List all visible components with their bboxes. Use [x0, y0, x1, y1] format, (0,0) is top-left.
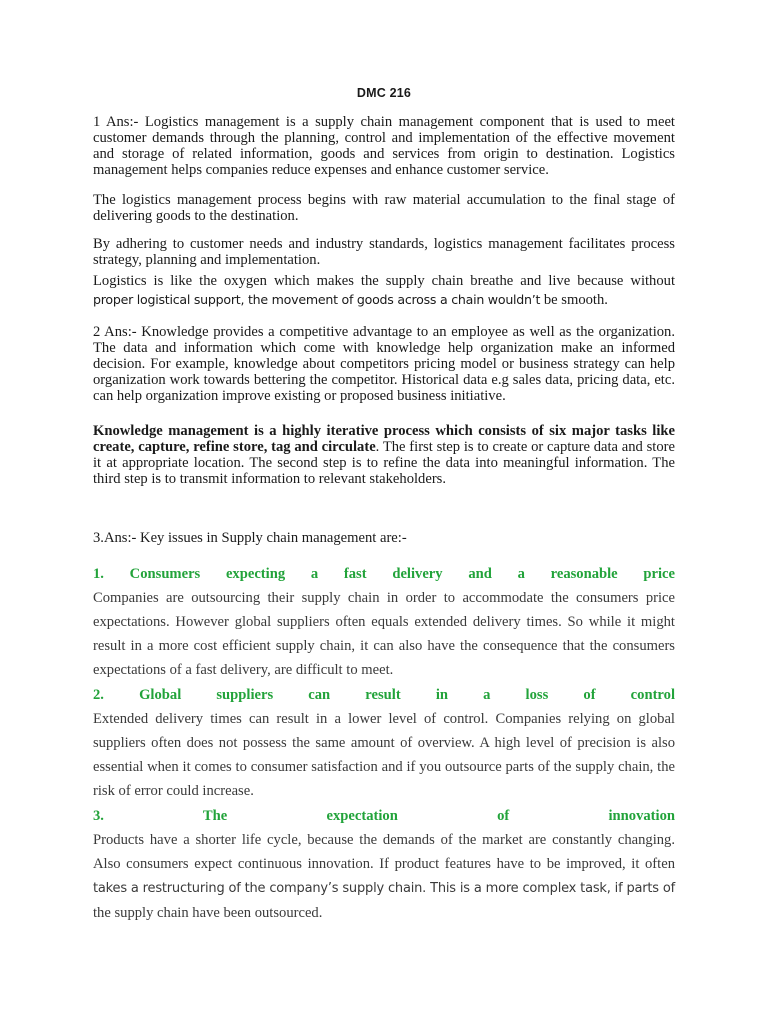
- answer1-paragraph4-serif-text: be smooth.: [540, 292, 608, 308]
- answer2-paragraph1: 2 Ans:- Knowledge provides a competitive advantage to an employee as well as the organization. The data and information which come with knowledge help organization make an informed decision. For example, knowledge about competitors pricing model or business strategy can help organization work towards bettering the competitor. Historical data e.g sales data, pricing data, etc. can help organization improve existing or proposed business initiative.: [93, 324, 675, 405]
- answer3-intro: 3.Ans:- Key issues in Supply chain management are:-: [93, 530, 407, 546]
- answer2-regular-text: . The first step is to create or capture data and store it at appropriate location. The second step is to refine the data into meaningful information. The third step is to transmit information to relevant stakeholders.: [93, 439, 675, 488]
- issue3-heading: 3. The expectation of innovation: [93, 808, 675, 824]
- issue3-text-end: the supply chain have been outsourced.: [93, 905, 323, 921]
- issue1-heading: 1. Consumers expecting a fast delivery and a reasonable price: [93, 566, 675, 582]
- answer1-paragraph4-line2: [93, 291, 675, 310]
- answer1-paragraph1: 1 Ans:- Logistics management is a supply chain management component that is used to meet customer demands through the planning, control and implementation of the effective movement and storage of related information, goods and services from origin to destination. Logistics management helps companies reduce expenses and enhance customer service.: [93, 114, 675, 179]
- answer1-paragraph2: The logistics management process begins with raw material accumulation to the final stage of delivering goods to the destination.: [93, 192, 675, 225]
- issue3-text-sans: takes a restructuring of the company’s supply chain. This is a more complex task, if parts of: [93, 881, 675, 896]
- answer1-paragraph4-line1: Logistics is like the oxygen which makes the supply chain breathe and live because without: [93, 273, 675, 289]
- answer2-bold-text: Knowledge management is a highly iterative process which consists of six major tasks like create, capture, refine store, tag and circulate: [93, 423, 675, 456]
- issue2-heading: 2. Global suppliers can result in a loss of control: [93, 687, 675, 703]
- answer1-paragraph3: By adhering to customer needs and industry standards, logistics management facilitates process strategy, planning and implementation.: [93, 236, 675, 269]
- issue3-text: [93, 828, 675, 925]
- issue1-text: Companies are outsourcing their supply chain in order to accommodate the consumers price expectations. However global suppliers often equals extended delivery times. So while it might result in a more cost efficient supply chain, it can also have the consequence that the consumers expectations of a fast delivery, are difficult to meet.: [93, 590, 675, 678]
- document-title: DMC 216: [356, 86, 412, 100]
- issue3-text-main: Products have a shorter life cycle, because the demands of the market are constantly changing. Also consumers expect continuous innovation. If product features have to be improved, it often: [93, 832, 675, 872]
- issue2-text: Extended delivery times can result in a lower level of control. Companies relying on global suppliers often does not possess the same amount of overview. A high level of precision is also essential when it comes to consumer satisfaction and if you outsource parts of the supply chain, the risk of error could increase.: [93, 711, 675, 799]
- answer2-paragraph2: [93, 423, 675, 487]
- answer1-paragraph4-sans-text: proper logistical support, the movement of goods across a chain wouldn’t: [93, 292, 541, 307]
